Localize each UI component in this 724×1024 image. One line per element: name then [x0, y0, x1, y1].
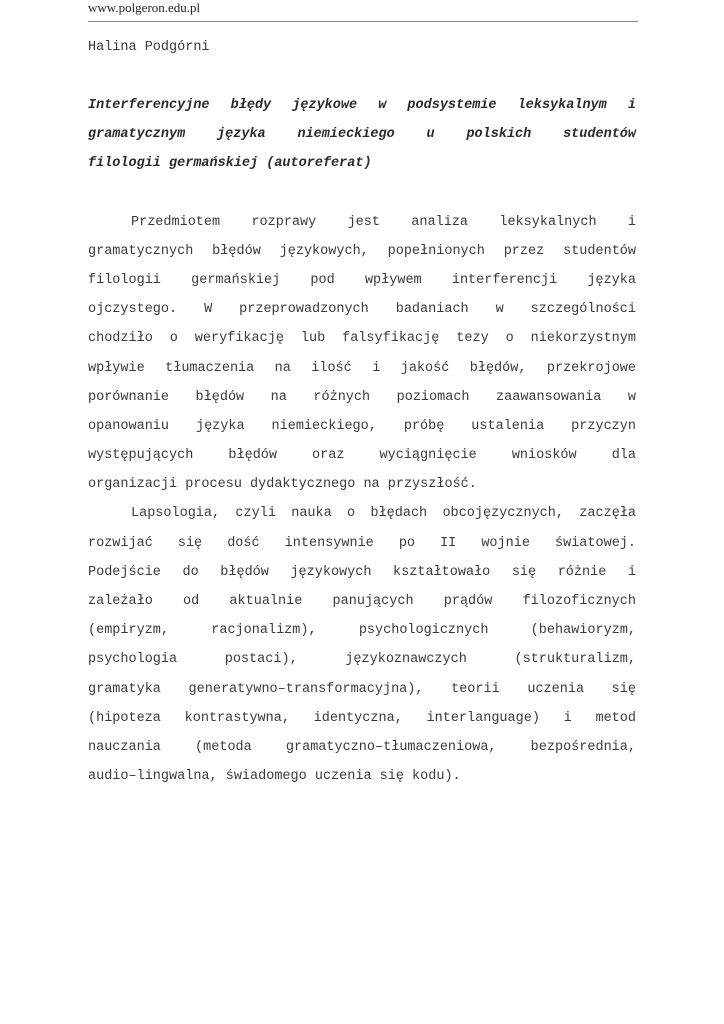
text-line: gramatyka generatywno–transformacyjna), teorii uczenia się: [88, 681, 636, 697]
text-line: (hipoteza kontrastywna, identyczna, interlanguage) i metod: [88, 710, 636, 726]
title-line: filologii germańskiej (autoreferat): [88, 156, 372, 172]
header-url: www.polgeron.edu.pl: [88, 0, 201, 15]
text-line: rozwijać się dość intensywnie po II wojnie światowej.: [88, 535, 636, 551]
text-line: filologii germańskiej pod wpływem interferencji języka: [88, 272, 636, 288]
text-line: gramatycznych błędów językowych, popełnionych przez studentów: [88, 243, 636, 259]
text-line: Podejście do błędów językowych kształtowało się różnie i: [88, 564, 636, 580]
text-line: chodziło o weryfikację lub falsyfikację tezy o niekorzystnym: [88, 331, 636, 347]
text-line: (empiryzm, racjonalizm), psychologicznych (behawioryzm,: [88, 623, 636, 639]
text-line: zależało od aktualnie panujących prądów filozoficznych: [88, 594, 636, 609]
title-line: gramatycznym języka niemieckiego u polskich studentów: [88, 127, 636, 143]
paragraph: [88, 208, 636, 500]
text-line: porównanie błędów na różnych poziomach zaawansowania w: [88, 389, 636, 405]
text-line: Przedmiotem rozprawy jest analiza leksykalnych i: [131, 214, 636, 230]
text-line: Lapsologia, czyli nauka o błędach obcojęzycznych, zaczęła: [131, 506, 636, 522]
document-title: [88, 91, 636, 179]
text-line: występujących błędów oraz wyciągnięcie wniosków dla: [88, 448, 636, 464]
header-divider: [88, 21, 638, 22]
document-body: [88, 33, 636, 791]
text-line: organizacji procesu dydaktycznego na przyszłość.: [88, 477, 477, 493]
abstract-text: [88, 208, 636, 792]
text-line: ojczystego. W przeprowadzonych badaniach w szczególności: [88, 302, 636, 318]
text-line: psychologia postaci), językoznawczych (strukturalizm,: [88, 652, 636, 668]
text-line: opanowaniu języka niemieckiego, próbę ustalenia przyczyn: [88, 418, 636, 434]
text-line: audio–lingwalna, świadomego uczenia się kodu).: [88, 769, 461, 785]
text-line: wpływie tłumaczenia na ilość i jakość błędów, przekrojowe: [88, 360, 636, 376]
author-name: Halina Podgórni: [88, 40, 210, 55]
text-line: nauczania (metoda gramatyczno–tłumaczeniowa, bezpośrednia,: [88, 739, 636, 755]
title-line: Interferencyjne błędy językowe w podsystemie leksykalnym i: [88, 98, 636, 113]
paragraph: [88, 499, 636, 791]
